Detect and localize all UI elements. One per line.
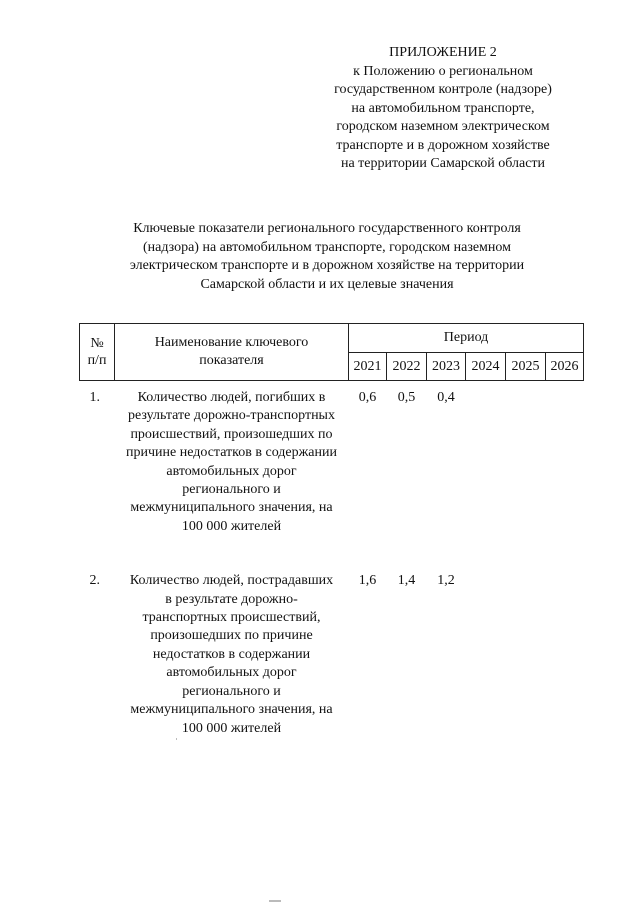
header-year: 2022: [387, 353, 427, 381]
indicator-name-line: Количество людей, погибших в: [137, 390, 326, 405]
document-title: [96, 220, 558, 294]
title-line: Самарской области и их целевые значения: [200, 276, 454, 292]
indicator-value: [466, 572, 506, 738]
header-number-sign: №: [90, 336, 104, 351]
table-row: [80, 389, 584, 536]
indicator-value: 0,5: [397, 390, 416, 405]
appendix-heading: ПРИЛОЖЕНИЕ 2: [389, 45, 497, 60]
header-year: 2021: [349, 353, 387, 381]
indicator-name-line: межмуниципального значения, на: [130, 702, 333, 718]
header-number-abbr: п/п: [87, 353, 107, 368]
indicator-name-line: результате дорожно-транспортных: [128, 408, 335, 424]
appendix-line: на территории Самарской области: [340, 156, 546, 171]
header-period: Период: [349, 324, 584, 353]
indicator-value: 0,6: [358, 390, 377, 405]
indicator-name-line: недостатков в содержании: [152, 646, 311, 662]
appendix-line: к Положению о региональном: [353, 63, 533, 79]
indicator-value: [506, 572, 546, 738]
indicator-name-line: 100 000 жителей: [181, 720, 282, 736]
title-line: (надзора) на автомобильном транспорте, городском наземном: [142, 239, 512, 255]
indicator-value: [546, 572, 584, 738]
scan-artifact: [176, 738, 177, 740]
indicator-name: [115, 389, 349, 536]
indicator-name-line: происшествий, произошедших по: [130, 426, 333, 442]
header-year: 2024: [466, 353, 506, 381]
title-line: электрическом транспорте и в дорожном хозяйстве на территории: [129, 258, 525, 273]
indicator-name-line: транспортных происшествий,: [142, 610, 321, 626]
indicator-name: [115, 572, 349, 738]
indicator-value: 1,2: [437, 573, 455, 589]
scan-artifact: [269, 900, 281, 902]
kpi-table: [79, 323, 584, 738]
appendix-line: транспорте и в дорожном хозяйстве: [336, 137, 550, 153]
indicator-name-line: регионального и: [182, 683, 281, 699]
indicator-name-line: причине недостатков в содержании: [125, 445, 337, 461]
indicator-name-line: 100 000 жителей: [181, 518, 282, 534]
header-indicator-name: [115, 324, 349, 381]
indicator-name-line: регионального и: [182, 482, 281, 498]
indicator-name-line: автомобильных дорог: [166, 463, 297, 479]
row-number: 1.: [89, 390, 100, 405]
row-number: 2.: [89, 573, 100, 589]
indicator-value: [466, 389, 506, 536]
indicator-value: [546, 389, 584, 536]
header-name-line: Наименование ключевого: [154, 335, 309, 350]
indicator-value: [506, 389, 546, 536]
indicator-value: 1,4: [397, 573, 416, 589]
appendix-block: [318, 44, 568, 174]
indicator-value: 0,4: [437, 390, 455, 405]
header-year: 2023: [427, 353, 466, 381]
indicator-name-line: в результате дорожно-: [165, 591, 298, 607]
indicator-name-line: автомобильных дорог: [166, 665, 297, 681]
header-year: 2026: [546, 353, 584, 381]
title-line: Ключевые показатели регионального государственного контроля: [133, 221, 521, 236]
appendix-line: городском наземном электрическом: [336, 119, 550, 134]
appendix-line: государственном контроле (надзоре): [334, 82, 552, 97]
indicator-name-line: произошедших по причине: [150, 628, 313, 644]
indicator-value: 1,6: [358, 573, 377, 589]
header-row-number: [80, 324, 115, 381]
indicator-name-line: Количество людей, пострадавших: [129, 573, 334, 589]
appendix-line: на автомобильном транспорте,: [351, 100, 535, 116]
table-row: [80, 572, 584, 738]
header-name-line: показателя: [199, 353, 264, 368]
table-spacer: [80, 381, 584, 390]
indicator-name-line: межмуниципального значения, на: [130, 500, 333, 516]
header-year: 2025: [506, 353, 546, 381]
table-spacer: [80, 536, 584, 572]
